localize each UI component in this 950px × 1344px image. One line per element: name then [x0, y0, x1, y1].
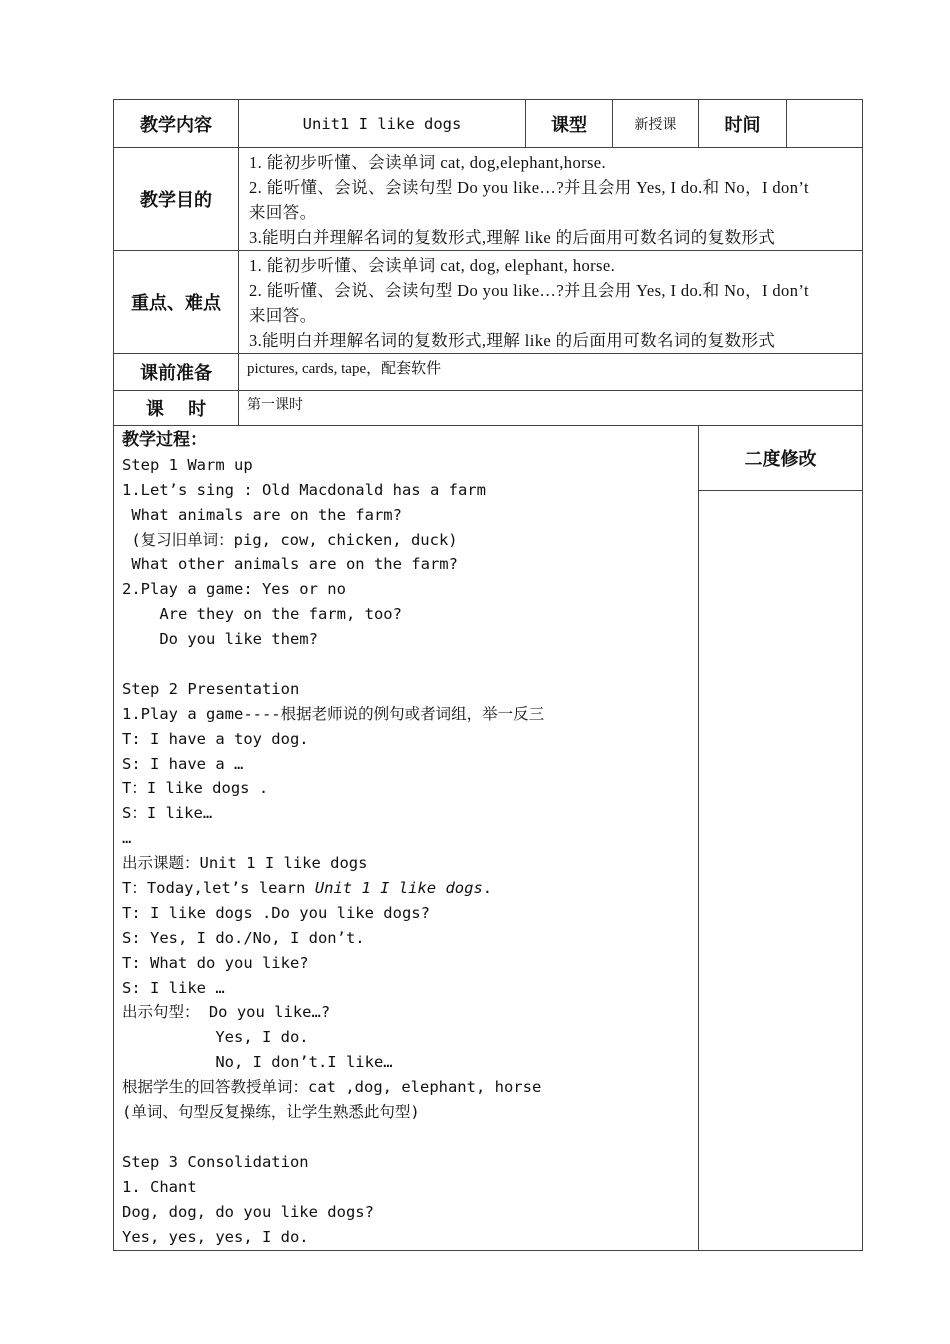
process-line: What animals are on the farm?: [122, 505, 402, 524]
process-line: No, I don’t.I like…: [122, 1053, 393, 1072]
objectives-label: 教学目的: [114, 148, 239, 251]
process-line: S: I like …: [122, 978, 225, 997]
process-line: Yes, yes, yes, I do.: [122, 1227, 309, 1246]
process-line: …: [122, 829, 132, 848]
process-line: [122, 1125, 698, 1150]
revision-cell: [699, 426, 863, 1251]
process-heading: 教学过程：: [122, 430, 207, 450]
process-line: (单词、句型反复操练，让学生熟悉此句型): [122, 1103, 420, 1122]
process-line: Are they on the farm, too?: [122, 605, 402, 624]
row-preparation: [114, 354, 863, 391]
process-line: 根据学生的回答教授单词：cat ,dog, elephant, horse: [122, 1078, 542, 1097]
lesson-title-tail: .: [482, 879, 493, 898]
lesson-title-italic: Unit 1 I like dogs: [314, 879, 483, 898]
process-line: (复习旧单词：pig, cow, chicken, duck): [122, 530, 458, 549]
process-lines: [122, 453, 698, 1250]
row-process: [114, 426, 863, 1251]
objective-line: 2. 能听懂、会说、会读句型 Do you like…?并且会用 Yes, I do.和 No，I don’t: [249, 178, 809, 197]
time-label: 时间: [699, 100, 787, 148]
process-cell: [114, 426, 699, 1251]
objective-line: 来回答。: [249, 203, 317, 222]
key-point-line: 来回答。: [249, 306, 317, 325]
preparation-label: 课前准备: [114, 354, 239, 391]
row-key-points: [114, 251, 863, 354]
process-line: 出示课题：Unit 1 I like dogs: [122, 854, 368, 873]
content-label: 教学内容: [114, 100, 239, 148]
process-line: 1.Play a game----根据老师说的例句或者词组，举一反三: [122, 704, 545, 723]
objective-line: 1. 能初步听懂、会读单词 cat, dog,elephant,horse.: [249, 153, 607, 172]
process-line: Dog, dog, do you like dogs?: [122, 1202, 374, 1221]
revision-label: 二度修改: [699, 426, 862, 491]
key-points-label: 重点、难点: [114, 251, 239, 354]
process-line: Step 2 Presentation: [122, 679, 300, 698]
period-value: 第一课时: [239, 391, 863, 426]
type-label: 课型: [526, 100, 613, 148]
key-points-text: [239, 251, 863, 354]
objectives-text: [239, 148, 863, 251]
process-line: T：I like dogs .: [122, 779, 269, 798]
process-line: T：Today,let’s learn Unit 1 I like dogs.: [122, 879, 493, 898]
lesson-plan-table: [113, 99, 863, 1251]
content-value: Unit1 I like dogs: [239, 100, 526, 148]
process-line: 出示句型： Do you like…?: [122, 1003, 331, 1022]
process-line: T: I like dogs .Do you like dogs?: [122, 903, 430, 922]
row-period: [114, 391, 863, 426]
type-value: 新授课: [613, 100, 699, 148]
process-line: 1.Let’s sing : Old Macdonald has a farm: [122, 480, 486, 499]
process-line: What other animals are on the farm?: [122, 555, 458, 574]
process-line: 1. Chant: [122, 1177, 197, 1196]
time-value: [787, 100, 863, 148]
process-line: Yes, I do.: [122, 1028, 309, 1047]
key-point-line: 3.能明白并理解名词的复数形式,理解 like 的后面用可数名词的复数形式: [249, 331, 776, 350]
row-content: [114, 100, 863, 148]
process-line: S: Yes, I do./No, I don’t.: [122, 928, 365, 947]
process-line: T: What do you like?: [122, 953, 309, 972]
process-line: T: I have a toy dog.: [122, 729, 309, 748]
preparation-value: pictures, cards, tape，配套软件: [239, 354, 863, 391]
process-line: 2.Play a game: Yes or no: [122, 580, 346, 599]
process-line: S：I like…: [122, 804, 213, 823]
period-label: 课 时: [114, 391, 239, 426]
key-point-line: 1. 能初步听懂、会读单词 cat, dog, elephant, horse.: [249, 256, 616, 275]
objective-line: 3.能明白并理解名词的复数形式,理解 like 的后面用可数名词的复数形式: [249, 228, 776, 247]
process-line: S: I have a …: [122, 754, 244, 773]
process-line: Step 1 Warm up: [122, 455, 253, 474]
key-point-line: 2. 能听懂、会说、会读句型 Do you like…?并且会用 Yes, I do.和 No，I don’t: [249, 281, 809, 300]
process-line: Step 3 Consolidation: [122, 1152, 309, 1171]
process-line: [122, 652, 698, 677]
row-objectives: [114, 148, 863, 251]
process-line: Do you like them?: [122, 630, 318, 649]
